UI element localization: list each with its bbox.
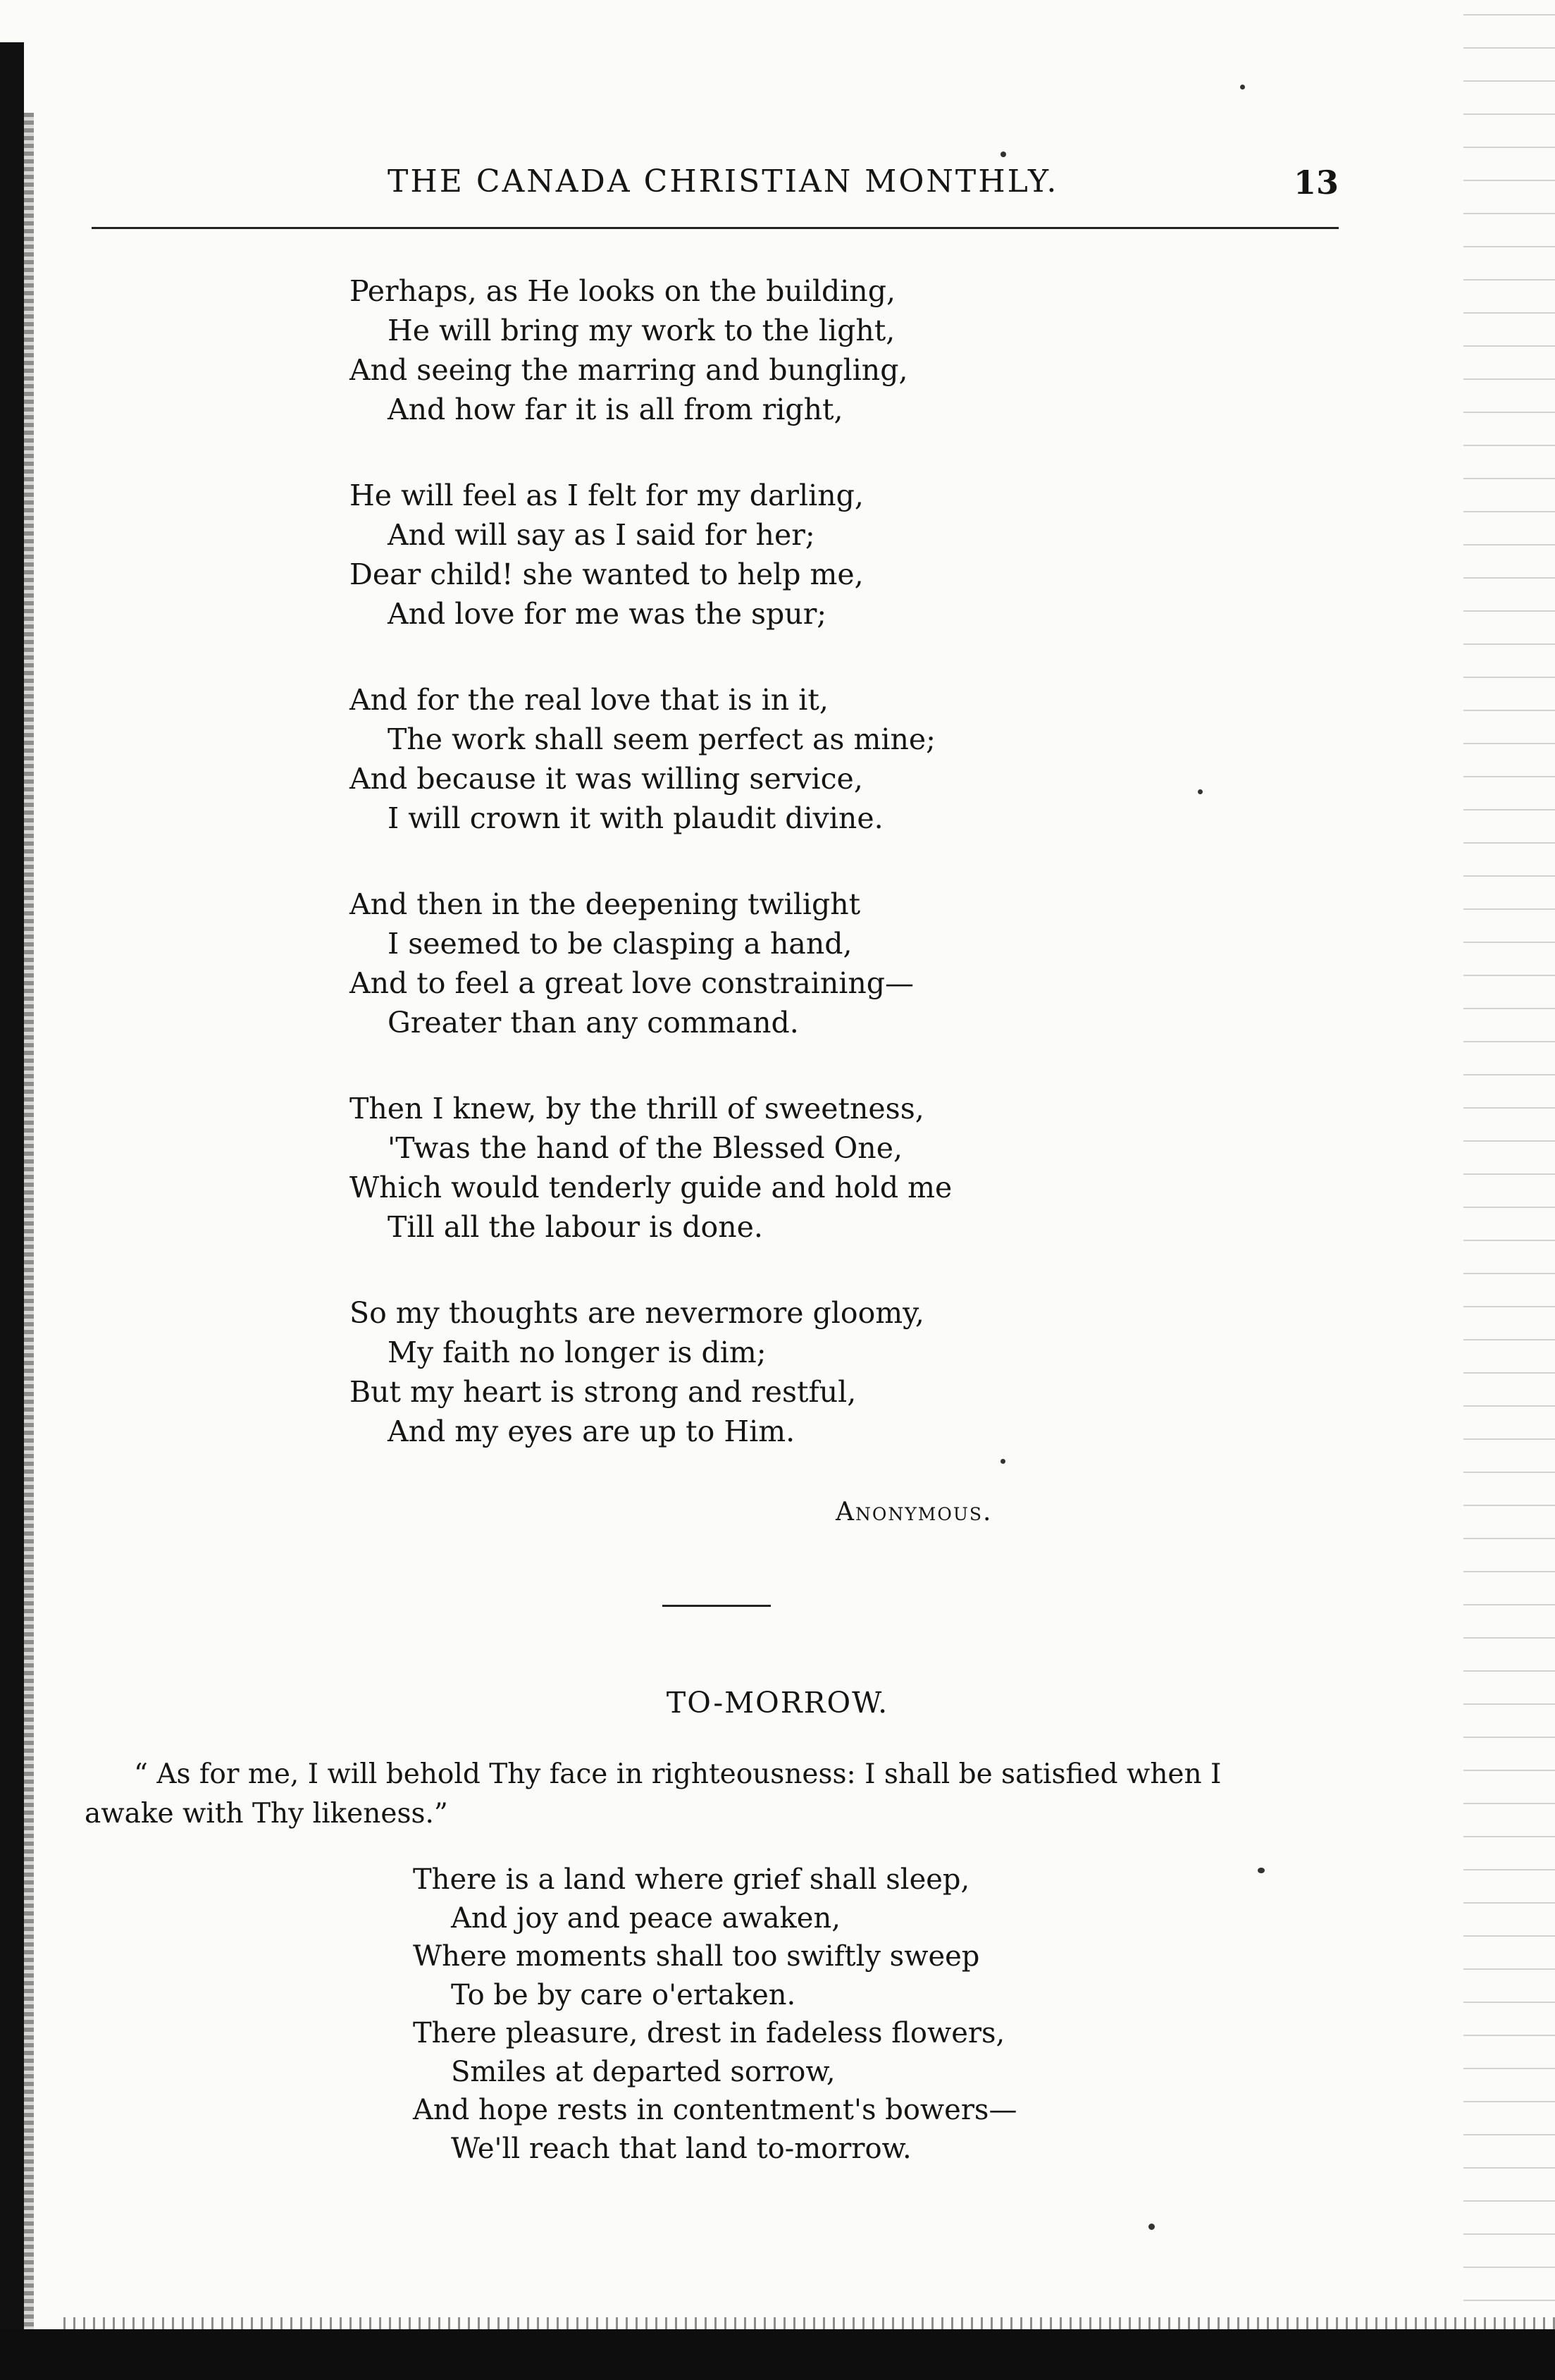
binding-shadow	[0, 42, 24, 2380]
poem-attribution: Anonymous.	[836, 1498, 993, 1527]
poem-line: And joy and peace awaken,	[451, 1901, 841, 1935]
poem-line: Which would tenderly guide and hold me	[349, 1171, 953, 1204]
scan-speck	[1148, 2224, 1155, 2230]
poem-line: And love for me was the spur;	[388, 597, 827, 631]
poem-line: We'll reach that land to-morrow.	[451, 2132, 912, 2165]
stanza	[349, 680, 1195, 838]
poem-line: And how far it is all from right,	[388, 393, 843, 426]
poem-line: And my eyes are up to Him.	[388, 1414, 795, 1448]
stanza	[349, 271, 1195, 429]
poem-line: But my heart is strong and restful,	[349, 1375, 857, 1409]
poem-line: There is a land where grief shall sleep,	[413, 1863, 970, 1896]
poem-line: And hope rests in contentment's bowers—	[413, 2094, 1017, 2126]
stanza	[349, 476, 1195, 634]
poem-line: And will say as I said for her;	[388, 518, 815, 552]
poem-line: Then I knew, by the thrill of sweetness,	[349, 1092, 924, 1126]
stanza	[349, 1089, 1195, 1247]
poem-line: And to feel a great love constraining—	[349, 966, 915, 1000]
poem-line: Till all the labour is done.	[388, 1210, 763, 1244]
poem-to-morrow	[413, 1861, 1258, 2168]
poem-line: And seeing the marring and bungling,	[349, 353, 908, 387]
binding-texture	[24, 113, 34, 2333]
poem-line: And then in the deepening twilight	[349, 887, 861, 921]
page-header	[92, 164, 1339, 213]
section-divider	[662, 1605, 771, 1607]
stanza	[349, 1293, 1195, 1451]
poem-line: So my thoughts are nevermore gloomy,	[349, 1296, 924, 1330]
scan-speck	[1000, 1459, 1005, 1464]
poem-anonymous	[349, 271, 1195, 1498]
bottom-page-edge	[0, 2329, 1555, 2380]
scan-speck	[1000, 152, 1006, 157]
poem-line: There pleasure, drest in fadeless flowers,	[413, 2017, 1005, 2049]
stanza	[349, 884, 1195, 1042]
poem-line: My faith no longer is dim;	[388, 1336, 767, 1369]
epigraph-line: “ As for me, I will behold Thy face in righteousness: I shall be satisfied when I	[134, 1758, 1222, 1790]
poem-line: Smiles at departed sorrow,	[451, 2055, 836, 2088]
poem-line: Greater than any command.	[388, 1006, 799, 1040]
bottom-edge-noise	[63, 2317, 1555, 2330]
poem-line: 'Twas the hand of the Blessed One,	[388, 1131, 903, 1165]
poem-line: I seemed to be clasping a hand,	[388, 927, 853, 961]
section-title: TO-MORROW.	[666, 1686, 889, 1720]
header-rule	[92, 227, 1339, 229]
poem-line: And because it was willing service,	[349, 762, 863, 796]
scan-speck	[1240, 85, 1245, 90]
page-number: 13	[1293, 164, 1339, 202]
right-page-edge	[1463, 0, 1555, 2326]
running-title: THE CANADA CHRISTIAN MONTHLY.	[388, 164, 1059, 199]
poem-line: The work shall seem perfect as mine;	[388, 722, 936, 756]
scan-speck	[1198, 789, 1203, 794]
epigraph	[85, 1755, 1346, 1834]
poem-line: And for the real love that is in it,	[349, 683, 829, 717]
poem-line: I will crown it with plaudit divine.	[388, 801, 884, 835]
poem-line: To be by care o'ertaken.	[451, 1978, 796, 2011]
poem-line: He will bring my work to the light,	[388, 314, 896, 347]
epigraph-line: awake with Thy likeness.”	[85, 1798, 448, 1830]
poem-line: Where moments shall too swiftly sweep	[413, 1940, 980, 1973]
poem-line: Perhaps, as He looks on the building,	[349, 274, 896, 308]
scan-speck	[1258, 1868, 1265, 1873]
poem-line: He will feel as I felt for my darling,	[349, 479, 864, 512]
poem-line: Dear child! she wanted to help me,	[349, 557, 864, 591]
